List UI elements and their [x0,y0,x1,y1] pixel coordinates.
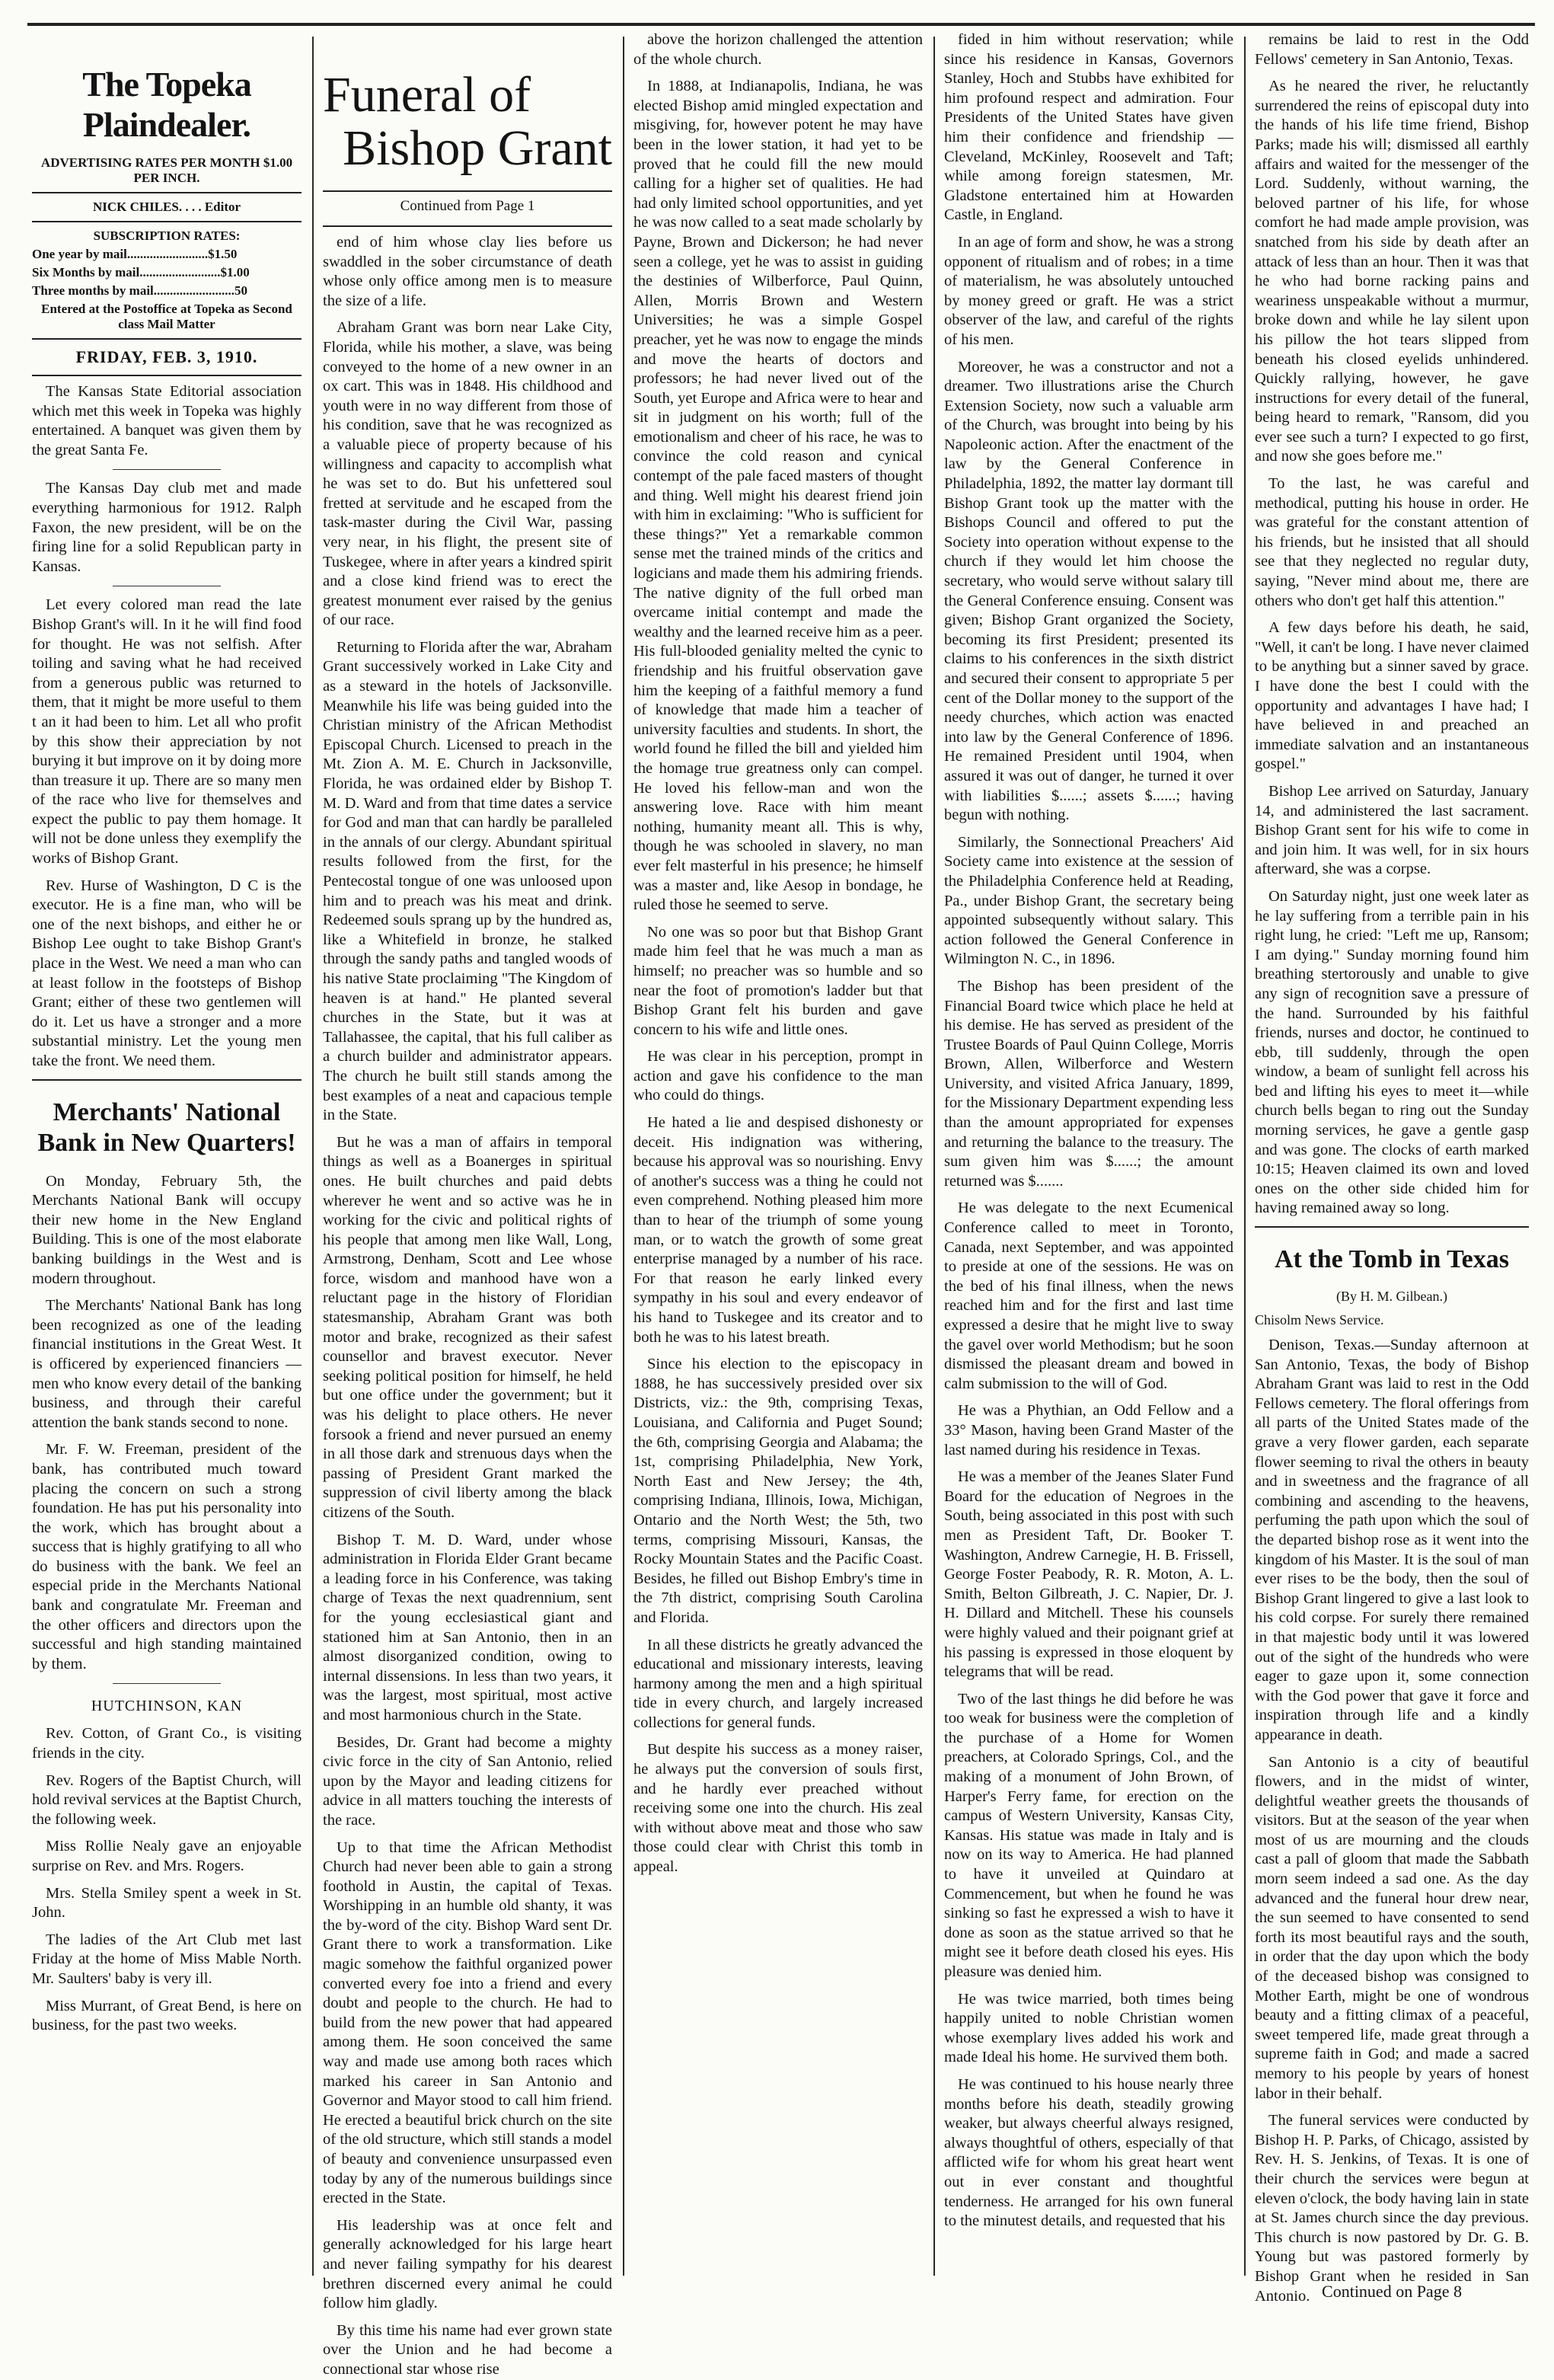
funeral-paragraph: Abraham Grant was born near Lake City, Florida, while his mother, a slave, was being conveyed to the home of a new owner in an ox cart. This was in 1848. His childhood and youth were in no way different from those of his condition, save that he was recognized as a valuable piece of property because of his willingness and capacity to accomplish what he was set to do. But his unfettered soul fretted at servitude and he escaped from the task-master during the Civil War, passing very near, in his flight, the present site of Tuskegee, where in after years a kindred spirit and a close kind friend was to erect the greatest monument ever raised by the genius of our race. [323,319,612,629]
divider [323,225,612,227]
funeral-paragraph: remains be laid to rest in the Odd Fellows' cemetery in San Antonio, Texas. [1255,31,1529,68]
merchants-paragraph: The Merchants' National Bank has long been recognized as one of the leading financial institutions in the Great West. It is officered by experienced financiers — men who know every detail of the banking business, and through their careful attention the bank stands second to none. [32,1297,302,1431]
funeral-paragraph: Since his election to the episcopacy in 1888, he has successively presided over six Districts, viz.: the 9th, comprising Texas, Louisiana, and California and Puget Sound; the 6th, comprising Georgia and Alabama; the 1st, comprising Philadelphia, New York, North East and New Jersey; the 4th, comprising Indiana, Illinois, Iowa, Michigan, Ontario and the North West; the 5th, two terms, comprising Missouri, Kansas, the Rocky Mountain States and the Pacific Coast. Besides, he filled out Bishop Embry's time in the 7th district, comprising South Carolina and Florida. [633,1356,923,1626]
rate-three-months: Three months by mail.........................50 [32,283,248,298]
editorial-paragraph: Rev. Hurse of Washington, D C is the executor. He is a fine man, who will be one of the next bishops, and either he or Bishop Lee ought to take Bishop Grant's place in the West. We need a man who can at least follow in the footsteps of Bishop Grant; either of these two gentlemen will do it. Let us have a stronger and a more substantial ministry. Let the young men take the front. We need them. [32,877,302,1069]
divider [32,192,302,193]
editorial-paragraph: The Kansas Day club met and made everything harmonious for 1912. Ralph Faxon, the new president, will be on the firing line for a solid Republican party in Kansas. [32,480,302,575]
continued-on-note: Continued on Page 8 [1322,2282,1462,2301]
funeral-paragraph: Bishop T. M. D. Ward, under whose administration in Florida Elder Grant became a leading force in his Conference, was taking charge of Texas the next quadrennium, sent for the young ecclesiastical giant and stationed him at San Antonio, then in an almost disorganized condition, owing to internal dissensions. In less than two years, it was the largest, most spiritual, most active and most harmonious church in the State. [323,1531,612,1724]
funeral-paragraph: He was twice married, both times being happily united to noble Christian women whose exemplary lives added his work and made Ideal his home. He survived them both. [944,1990,1233,2066]
funeral-paragraph: fided in him without reservation; while since his residence in Kansas, Governors Stanley, Hoch and Stubbs have exhibited for him profound respect and admiration. Four Presidents of the United States have given him their confidence and friendship — Cleveland, McKinley, Roosevelt and Taft; while among foreign statesmen, Mr. Gladstone entertained him at Howarden Castle, in England. [944,31,1233,224]
top-rule [27,23,1535,26]
column-2 [317,30,618,2378]
funeral-paragraph: The Bishop has been president of the Financial Board twice which place he held at his demise. He has served as president of the Trustee Boards of Paul Quinn College, Morris Brown, Allen, Wilberforce and Western University, and visited Africa January, 1899, for the Missionary Department expending less than the amount appropriated for expenses and returning the balance to the treasury. The sum given him was $......; the amount returned was $....... [944,977,1233,1190]
funeral-paragraph: above the horizon challenged the attention of the whole church. [633,31,923,68]
news-item: Miss Rollie Nealy gave an enjoyable surprise on Rev. and Mrs. Rogers. [32,1838,302,1874]
funeral-paragraph: He hated a lie and despised dishonesty or deceit. His indignation was withering, because his approval was so nourishing. Envy of another's success was a thing he could not even comprehend. Nothing pleased him more than to hear of the triumph of some young man, or to watch the growth of some great enterprise managed by a number of his race. For that reason he early linked every sympathy in his soul and every endeavor of his hand to Tuskegee and its creator and to both he was to his latest breath. [633,1114,923,1346]
funeral-paragraph: Bishop Lee arrived on Saturday, January 14, and administered the last sacrament. Bishop Grant sent for his wife to come in and join him. It was well, for in six hours afterward, she was a corpse. [1255,782,1529,878]
funeral-paragraph: To the last, he was careful and methodical, putting his house in order. He was grateful for the constant attention of his friends, but he insisted that all should see that they neglected no regular duty, saying, "Never mind about me, there are others who don't get half this attention." [1255,475,1529,609]
news-item: Miss Murrant, of Great Bend, is here on business, for the past two weeks. [32,1997,302,2034]
column-3 [627,30,929,2285]
news-item: Mrs. Stella Smiley spent a week in St. John. [32,1884,302,1922]
funeral-paragraph: Two of the last things he did before he was too weak for business were the completion of the purchase of a Home for Women preachers, at Colorado Springs, Col., and the making of a monument of John Brown, of Harper's Ferry fame, for erection on the campus of Western University, Kansas City, Kansas. His statue was made in Italy and is now on its way to America. He had planned to have it unveiled at Quindaro at Commencement, but when he found he was sinking so fast he expressed a wish to have it done as soon as the statue arrived so that he might see it before death closed his eyes. His pleasure was denied him. [944,1690,1233,1980]
subscription-heading: SUBSCRIPTION RATES: [93,228,241,243]
tomb-paragraph: The funeral services were conducted by Bishop H. P. Parks, of Chicago, assisted by Rev. H. S. Jenkins, of Texas. It is one of their church the services were begun at eleven o'clock, the body having lain in state at St. James church since the day previous. This church is now pastored by Dr. G. B. Young but was pastored formerly by Bishop Grant when he resided in San Antonio. [1255,2112,1529,2305]
editorial-paragraph: The Kansas State Editorial association which met this week in Topeka was highly entertained. A banquet was given them by the great Santa Fe. [32,383,302,458]
tomb-paragraph: San Antonio is a city of beautiful flowers, and in the midst of winter, delightful weather greets the thousands of visitors. But at the season of the year when most of us are mourning and the clouds cast a pall of gloom that made the Sabbath morn seem indeed a sad one. As the day advanced and the funeral hour drew near, the sun seemed to have consented to send forth its most beautiful rays and the south, in order that the day upon which the body of the deceased bishop was consigned to Mother Earth, might be one of wondrous beauty and a fitting climax of a peaceful, sweet tempered life, made great through a supreme faith in God; and made a sacred memory to his people by years of honest labor in their behalf. [1255,1753,1529,2102]
editorial-paragraph: Let every colored man read the late Bishop Grant's will. In it he will find food for thought. He was not selfish. After toiling and saving what he had received from a generous public was returned to them, that it might be more useful to them t an it had been to him. Let all who profit by this show their appreciation by not burying it but improve on it by doing more than treasure it up. There are so many men of the race who live for themselves and expect the public to pay them homage. It will not be done unless they exemplify the works of Bishop Grant. [32,596,302,867]
advertising-rates: ADVERTISING RATES PER MONTH $1.00 PER INCH. [40,155,293,185]
funeral-paragraph: He was continued to his house nearly three months before his death, steadily growing weaker, but always cheerful always resigned, always thoughtful of others, especially of that afflicted wife for whom his great heart went out in ever constant and thoughtful tenderness. He arranged for his own funeral to the minutest details, and requested that his [944,2075,1233,2230]
funeral-paragraph: But he was a man of affairs in temporal things as well as a Boanerges in spiritual ones. He built churches and paid debts wherever he went and so active was he in working for the civic and political rights of his people that among men like Wall, Long, Armstrong, Denham, Scott and Lee whose force, wisdom and manhood have won a reluctant page in the history of Floridian statesmanship, Abraham Grant was both motor and brake, recognized as their safest counsellor and bravest executor. Never seeking political position for himself, he held but one office under the government; but it was his delight to place others. He never forsook a friend and never pursued an enemy in all those dark and strenuous days when the passing of President Grant marked the suppression of civil liberty among the black citizens of the South. [323,1133,612,1521]
funeral-paragraph: A few days before his death, he said, "Well, it can't be long. I have never claimed to be anything but a sinner saved by grace. I have done the best I could with the opportunity and advantages I have had; I have believed in and preached an immediate salvation and an instantaneous gospel." [1255,619,1529,773]
column-rule [1244,37,1246,2276]
funeral-paragraph: Up to that time the African Methodist Church had never been able to gain a strong foothold in Austin, the capital of Texas. Worshipping in an humble old shanty, it was the by-word of the city. Bishop Ward sent Dr. Grant there to work a transformation. Like magic somehow the faithful organized power converted every foe into a friend and every doubt and people to the church. He had to build from the new power that had appeared among them. He soon conceived the same way and made use among both races which marked his career in San Antonio and Governor and Mayor stood to call him friend. He erected a beautiful brick church on the site of the old structure, which still stands a model of beauty and convenience unsurpassed even today by any of the numerous buildings since erected in the State. [323,1839,612,2207]
merchants-paragraph: On Monday, February 5th, the Merchants National Bank will occupy their new home in the New England Building. This is one of the most elaborate banking buildings in the West and is modern throughout. [32,1172,302,1287]
news-item: Rev. Rogers of the Baptist Church, will hold revival services at the Baptist Church, the following week. [32,1771,302,1828]
divider [32,1079,302,1081]
divider [32,221,302,222]
funeral-headline-line-2: Bishop Grant [343,120,612,176]
divider [32,375,302,376]
funeral-paragraph: No one was so poor but that Bishop Grant made him feel that he was much a man as himself; no preacher was so humble and so near the foot of promotion's ladder but that Bishop Grant felt his burden and gave concern to his wife and little ones. [633,923,923,1038]
funeral-paragraph: Besides, Dr. Grant had become a mighty civic force in the city of San Antonio, relied upon by the Mayor and leading citizens for advice in all matters touching the interests of the race. [323,1733,612,1829]
merchants-paragraph: Mr. F. W. Freeman, president of the bank, has contributed much toward placing the concern on such a strong foundation. He has put his personality into the work, which has brought about a success that is highly gratifying to all who do business with the bank. We feel an especial pride in the Merchants National bank and congratulate Mr. Freeman and the other officers and directors upon the successful and high standing maintained by them. [32,1441,302,1672]
tomb-headline: At the Tomb in Texas [1275,1245,1509,1274]
news-item: The ladies of the Art Club met last Friday at the home of Miss Mable North. Mr. Saulters' baby is very ill. [32,1931,302,1987]
rate-six-months: Six Months by mail.........................$1.00 [32,265,250,280]
divider [113,469,221,470]
divider [323,190,612,192]
issue-date: FRIDAY, FEB. 3, 1910. [75,347,258,366]
funeral-paragraph: His leadership was at once felt and generally acknowledged for his large heart and never failing sympathy for his dearest brethren discerned every animal he could follow him gladly. [323,2216,612,2312]
postoffice-entry: Entered at the Postoffice at Topeka as Second class Mail Matter [41,302,292,331]
tomb-byline: (By H. M. Gilbean.) [1336,1289,1447,1305]
funeral-paragraph: In 1888, at Indianapolis, Indiana, he was elected Bishop amid mingled expectation and misgiving, for, however potent he may have been in the lower station, it had yet to be proved that he could fill the new mould calling for a higher set of qualities. He had had only limited school opportunities, and yet he was now called to a seat made scholarly by Payne, Brown and Dickerson; he had never seen a college, yet he was to assist in guiding the destinies of Wilberforce, Paul Quinn, Allen, Morris Brown and Western Universities; he was a simple Gospel preacher, yet he was now to engage the minds and move the hearts of doctors and professors; he had never lived out of the South, yet Europe and Africa were to hear and sit in judgment on his worth; full of the emotionalism and cheer of his race, he was to convince the cold reason and cynical contempt of the pale faced masters of thought and thing. Well might his dearest friend join with him in exclaiming: "Who is sufficient for these things?" Yet a remarkable common sense met the trained minds of the critics and logicians and made them his admiring friends. The native dignity of the full orbed man overcame initial contempt and made the wealthy and the learned receive him as a peer. His full-blooded geniality melted the cynic to friendship and his fruitful observation gave him the keeping of a faithful memory a fund of knowledge that made him a teacher of university faculties and students. In short, the world found he filled the bill and yielded him the homage true greatness only can compel. He loved his fellow-man and won the answering love. Race with him meant nothing, humanity meant all. This is why, though he was schooled in slavery, no man ever felt masterful in his presence; he himself was a master and, like Aesop in bondage, he ruled those he seemed to serve. [633,78,923,914]
funeral-paragraph: He was delegate to the next Ecumenical Conference called to meet in Toronto, Canada, next September, and was appointed to preside at one of the sessions. He was on the bed of his final illness, when the news reached him and for the first and last time expressed a desire that he might live to sway the gavel over world Methodism; but he soon dismissed the pleasant dream and bowed in calm submission to the will of God. [944,1200,1233,1392]
column-1 [26,30,308,2285]
hutchinson-heading: HUTCHINSON, KAN [91,1698,243,1715]
tomb-paragraph: Denison, Texas.—Sunday afternoon at San Antonio, Texas, the body of Bishop Abraham Grant was laid to rest in the Odd Fellows cemetery. The floral offerings from all parts of the United States made of the grave a very flower garden, each separate flower seeming to rival the others in beauty and in sweetness and the fragrance of all combining and ascending to the heavens, perfuming the path upon which the soul of the departed bishop rose as it went into the kingdom of his Master. It is the soul of man ever rises to be the body, then the soul of Bishop Grant lingered to give a last look to his cold corpse. For surely there remained in that majestic body until it was lowered out of the sight of the hundreds who were eager to gaze upon it, some connection with the God power that gave it force and inspiration through life and a kindly appearance in death. [1255,1337,1529,1743]
funeral-paragraph: As he neared the river, he reluctantly surrendered the reins of episcopal duty into the hands of his life time friend, Bishop Parks; made his will; dismissed all earthly affairs and waited for the messenger of the Lord. Suddenly, without warning, the beloved partner of his life, for whose comfort he had made ample provision, was snatched from his side by death after an attack of less than an hour. Then it was that he who had borne racking pains and weariness unspeakable without a murmur, broke down and while he lay silent upon his pillow the hot tears slipped from beneath his closed eyelids unhindered. Quickly rallying, however, he gave instructions for every detail of the funeral, being heard to remark, "Ransom, did you ever see such a turn? I expected to go first, and now she goes before me." [1255,78,1529,465]
funeral-paragraph: In an age of form and show, he was a strong opponent of ritualism and of robes; in a time of materialism, he was absolutely untouched by money greed or graft. He was a strict observer of the law, and careful of the rights of his men. [944,233,1233,348]
funeral-paragraph: But despite his success as a money raiser, he always put the conversion of souls first, and he hardly ever preached without receiving some one into the church. His zeal with without above meat and those who saw those could clear with Christ this tomb in appeal. [633,1741,923,1876]
funeral-paragraph: Returning to Florida after the war, Abraham Grant successively worked in Lake City and as a steward in the hotels of Jacksonville. Meanwhile his life was being guided into the Christian ministry of the African Methodist Episcopal Church. Licensed to preach in the Mt. Zion A. M. E. Church in Jacksonville, Florida, he was ordained elder by Bishop T. M. D. Ward and from that time dates a service for God and man that can hardly be paralleled in the annals of our clergy. Abundant spiritual results followed from the first, for the Pentecostal tongue of one was unloosed upon him and to preach was his meat and drink. Redeemed souls sprang up by the hundred as, like a Whitefield in bronze, he stalked through the sandy paths and tangled woods of his native State proclaiming "The Kingdom of heaven is at hand." He planted several churches in the State, but it was at Tallahassee, the capital, that his full caliber as a church builder and administrator appears. The church he built still stands among the best examples of a neat and capacious temple in the State. [323,638,612,1124]
merchants-headline: Merchants' National Bank in New Quarters! [37,1097,296,1157]
funeral-paragraph: On Saturday night, just one week later as he lay suffering from a terrible pain in his right lung, he cried: "Left me up, Ransom; I am dying." Sunday morning found him breathing stertorously and unable to give any sign of recognition save a pressure of the hand. Surrounded by his faithful friends, nurses and doctor, he continued to ebb, till suddenly, through the open window, a beam of sunlight fell across his bed and lifting his eyes to meet it—while church bells began to ring out the Sunday morning services, he gave a gentle gasp and was gone. The clocks of earth marked 10:15; Heaven claimed its own and loved ones on the other side chided him for having remained away so long. [1255,887,1529,1217]
continued-from-note: Continued from Page 1 [400,198,535,214]
column-rule [623,37,624,2276]
rate-year: One year by mail.........................$1.50 [32,247,238,261]
divider [32,338,302,340]
masthead [32,64,302,376]
funeral-paragraph: Similarly, the Sonnectional Preachers' Aid Society came into existence at the session of the Philadelphia Conference held at Reading, Pa., under Bishop Grant, the secretary being appointed subsequently without salary. This action followed the General Conference in Wilmington N. C., in 1896. [944,833,1233,968]
column-rule [312,37,314,2276]
column-rule [933,37,935,2276]
news-item: Rev. Cotton, of Grant Co., is visiting friends in the city. [32,1725,302,1762]
funeral-paragraph: end of him whose clay lies before us swaddled in the sober circumstance of death whose only office among men is to measure the size of a life. [323,234,612,309]
funeral-paragraph: He was clear in his perception, prompt in action and gave his confidence to the man who could do things. [633,1048,923,1104]
masthead-title: The Topeka Plaindealer. [82,65,251,144]
divider [1255,1226,1529,1228]
funeral-paragraph: Moreover, he was a constructor and not a dreamer. Two illustrations arise the Church Extension Society, now such a valuable arm of the Church, was brought into being by his Napoleonic action. After the enactment of the law by the General Conference in Philadelphia, 1892, the matter lay dormant till Bishop Grant took up the matter with the Bishops Council and offered to put the Society into operation without expense to the church if they would let him choose the secretary, who would serve without salary till the General Conference ensuing. Consent was given; Bishop Grant organized the Society, becoming its first President; presented its claims to his conferences in the sixth district and secured their consent to appropriate 5 per cent of the Dollar money to the support of the needy churches, which action was enacted into law by the General Conference of 1896. He remained President until 1904, when assured it was out of danger, he turned it over with liabilities $......; assets $......; having begun with nothing. [944,358,1233,824]
funeral-paragraph: By this time his name had ever grown state over the Union and he had become a connectional star whose rise [323,2321,612,2378]
funeral-paragraph: He was a member of the Jeanes Slater Fund Board for the education of Negroes in the South, being associated in this post with such men as President Taft, Dr. Booker T. Washington, Andrew Carnegie, H. B. Frissell, George Foster Peabody, R. R. Moton, A. L. Smith, Belton Gilbreath, J. C. Napier, Dr. J. H. Dillard and Mitchell. These his counsels were highly valued and their poignant grief at his passing is expressed in those eloquent by telegrams that will be read. [944,1468,1233,1681]
funeral-paragraph: In all these districts he greatly advanced the educational and missionary interests, leaving harmony among the men and a high spiritual tide in every church, and largely increased collections for general funds. [633,1636,923,1731]
news-service: Chisolm News Service. [1255,1312,1384,1328]
funeral-paragraph: He was a Phythian, an Odd Fellow and a 33° Mason, having been Grand Master of the last named during his residence in Texas. [944,1402,1233,1458]
editor-line: NICK CHILES. . . . Editor [92,200,241,214]
funeral-headline-line-1: Funeral of [323,67,531,123]
divider [113,1683,221,1684]
column-4 [938,30,1240,2285]
